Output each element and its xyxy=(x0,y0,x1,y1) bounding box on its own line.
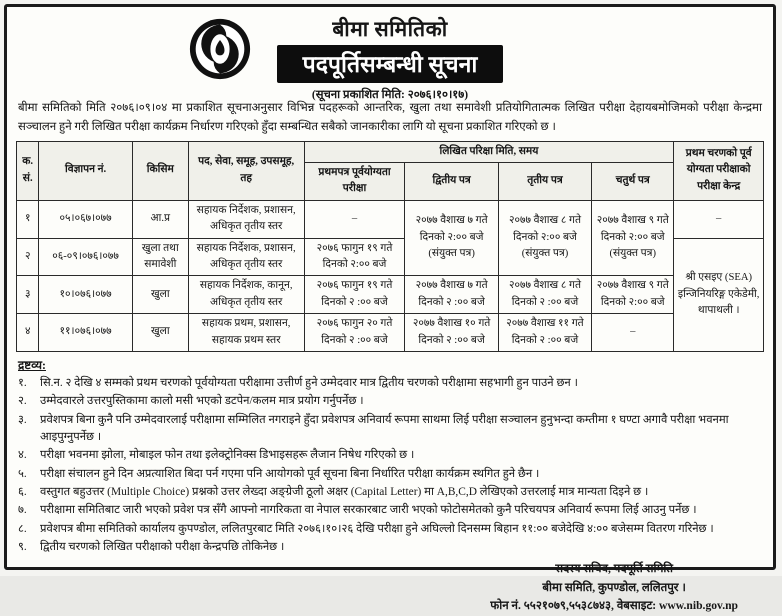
note-number: ७. xyxy=(18,504,27,517)
joint-paper-note: (संयुक्त पत्र) xyxy=(609,248,657,260)
note-number: ९. xyxy=(18,540,27,553)
col-header-second-paper: द्वितीय पत्र xyxy=(405,162,498,200)
signature-line-1: सदस्य सचिव, पदपूर्ति समिति xyxy=(555,562,674,576)
cell-advert-no: ११।०७६।०७७ xyxy=(39,314,132,352)
cell-type: खुला xyxy=(132,276,188,314)
note-number: ५. xyxy=(18,467,27,480)
joint-paper-note: (संयुक्त पत्र) xyxy=(428,248,475,260)
cell-third-paper: २०७७ वैशाख ८ गते दिनको २ :०० बजे xyxy=(498,276,591,314)
note-item xyxy=(18,521,762,538)
notice-header xyxy=(16,13,764,99)
note-number: ६. xyxy=(18,486,27,498)
note-number: ८. xyxy=(18,522,27,535)
notice-title-banner: पदपूर्तिसम्बन्धी सूचना xyxy=(277,45,504,83)
note-item xyxy=(18,447,762,464)
cell-sn: ३ xyxy=(17,276,39,314)
cell-center: – xyxy=(674,200,764,238)
cell-first-paper: – xyxy=(304,200,405,238)
note-text: सि.न. २ देखि ४ सम्मको प्रथम चरणको पूर्वयोग्यता परीक्षामा उत्तीर्ण हुने उम्मेदवार मात्र द्वितीय चरणको परीक्षामा सहभागी हुन पाउने छन । xyxy=(40,377,578,390)
note-item xyxy=(18,412,762,447)
table-row xyxy=(17,200,764,238)
exam-schedule-table xyxy=(16,141,764,352)
note-text: प्रवेशपत्र बीमा समितिको कार्यालय कुपण्डोल, ललितपुरबाट मिति २०७६।१०।२६ देखि परीक्षा हुने अघिल्लो दिनसम्म बिहान ११:०० बजेदेखि ४:०० बजेसम्म वितरण गरिनेछ । xyxy=(40,522,714,535)
table-row xyxy=(17,314,764,352)
note-text: उम्मेदवारले उत्तरपुस्तिकामा कालो मसी भएको डटपेन/कलम मात्र प्रयोग गर्नुपर्नेछ । xyxy=(40,395,364,408)
cell-fourth-paper: २०७७ वैशाख ९ गते दिनको २:०० बजे xyxy=(592,276,674,314)
intro-paragraph: बीमा समितिको मिति २०७६।०९।०४ मा प्रकाशित सूचनाअनुसार विभिन्न पदहरूको आन्तरिक, खुला तथा समावेशी प्रतियोगितात्मक लिखित परीक्षा देहायबमोजिमको परीक्षा केन्द्रमा सञ्चालन हुने गरी लिखित परीक्षा कार्यक्रम निर्धारण गरिएको हुँदा सम्बन्धित सबैको जानकारीका लागि यो सूचना प्रकाशित गरिएको छ । xyxy=(18,101,762,133)
cell-advert-no: ०५।०६७।०७७ xyxy=(39,200,132,238)
cell-second-paper xyxy=(405,200,498,276)
exam-date: २०७७ वैशाख ८ गते दिनको २:०० बजे xyxy=(508,215,581,243)
cell-sn: २ xyxy=(17,238,39,276)
cell-second-paper: २०७७ वैशाख १० गते दिनको २ :०० बजे xyxy=(405,314,498,352)
note-item xyxy=(18,393,762,410)
col-header-center: प्रथम चरणको पूर्व योग्यता परीक्षाको परीक्षा केन्द्र xyxy=(674,141,764,200)
note-number: १. xyxy=(18,377,27,390)
notes-section xyxy=(18,357,762,556)
cell-post: सहायक निर्देशक, प्रशासन, अधिकृत तृतीय स्तर xyxy=(188,200,304,238)
table-row xyxy=(17,276,764,314)
col-header-third-paper: तृतीय पत्र xyxy=(498,162,591,200)
signature-line-2: बीमा समिति, कुपण्डोल, ललितपुर । xyxy=(542,580,686,594)
note-item xyxy=(18,484,762,501)
col-header-fourth-paper: चतुर्थ पत्र xyxy=(592,162,674,200)
note-text: परीक्षामा समितिबाट जारी भएको प्रवेश पत्र सँगै आफ्नो नागरिकता वा नेपाल सरकारबाट जारी भएको फोटोसमेतको कुनै परिचयपत्र अनिवार्य रूपमा लिई आउनु पर्नेछ । xyxy=(40,504,697,517)
exam-date: २०७७ वैशाख ९ गते दिनको २:०० बजे xyxy=(596,215,669,243)
cell-third-paper: २०७७ वैशाख ११ गते दिनको २ :०० बजे xyxy=(498,314,591,352)
cell-type: खुला xyxy=(132,314,188,352)
notes-heading: द्रष्टव्य: xyxy=(18,358,46,373)
exam-date: २०७७ वैशाख ७ गते दिनको २:०० बजे xyxy=(415,215,488,243)
col-header-first-paper: प्रथमपत्र पूर्वयोग्यता परीक्षा xyxy=(304,162,405,200)
cell-third-paper xyxy=(498,200,591,276)
published-date: (सूचना प्रकाशित मिति: २०७६।१०।१७) xyxy=(311,89,469,101)
signature-block xyxy=(490,560,738,616)
col-header-exam-group: लिखित परिक्षा मिति, समय xyxy=(304,141,674,162)
col-header-type: किसिम xyxy=(132,141,188,200)
note-text: परीक्षा संचालन हुने दिन अप्रत्याशित बिदा पर्न गएमा पनि आयोगको पूर्व सूचना बिना निर्धारित परीक्षा कार्यक्रम स्थगित हुने छैन । xyxy=(40,467,540,480)
joint-paper-note: (संयुक्त पत्र) xyxy=(521,248,569,260)
cell-post: सहायक निर्देशक, प्रशासन, अधिकृत तृतीय स्तर xyxy=(188,238,304,276)
note-number: ४. xyxy=(18,449,27,462)
cell-advert-no: १०।०७६।०७७ xyxy=(39,276,132,314)
cell-fourth-paper: – xyxy=(592,314,674,352)
note-item xyxy=(18,502,762,519)
note-item xyxy=(18,375,762,392)
cell-center: श्री एसइए (SEA) इन्जिनियरिङ्ग एकेडेमी, थापाथली । xyxy=(674,238,764,351)
cell-first-paper: २०७६ फागुन २० गते दिनको २ :०० बजे xyxy=(304,314,405,352)
cell-type: आ.प्र xyxy=(132,200,188,238)
signature-line-3: फोन नं. ५५२१०७९,५५३८७४३, वेबसाइट: www.nib.gov.np xyxy=(490,599,738,613)
title-block xyxy=(16,15,764,102)
note-text: प्रवेशपत्र बिना कुनै पनि उम्मेदवारलाई परीक्षामा सम्मिलित नगराइने हुँदा प्रवेशपत्र अनिवार्य रूपमा साथमा लिई परीक्षा सञ्चालन हुनुभन्दा कम्तीमा १ घण्टा अगावै परीक्षा भवनमा आइपुग्नुपर्नेछ । xyxy=(40,413,729,444)
cell-advert-no: ०६-०९।०७६।०७७ xyxy=(39,238,132,276)
note-item xyxy=(18,539,762,556)
note-item xyxy=(18,466,762,483)
organization-title: बीमा समितिको xyxy=(332,17,448,41)
note-text: द्वितीय चरणको लिखित परीक्षाको परीक्षा केन्द्रपछि तोकिनेछ । xyxy=(40,540,285,553)
col-header-sn: क. सं. xyxy=(17,141,39,200)
note-text: परीक्षा भवनमा झोला, मोबाइल फोन तथा इलेक्ट्रोनिक्स डिभाइसहरू लैजान निषेध गरिएको छ । xyxy=(40,449,415,462)
cell-first-paper: २०७६ फागुन १९ गते दिनको २:०० बजे xyxy=(304,238,405,276)
notice-sheet xyxy=(4,4,776,613)
cell-second-paper: २०७७ वैशाख ७ गते दिनको २ :०० बजे xyxy=(405,276,498,314)
cell-first-paper: २०७६ फागुन १९ गते दिनको २ :०० बजे xyxy=(304,276,405,314)
cell-sn: ४ xyxy=(17,314,39,352)
note-number: २. xyxy=(18,395,27,408)
cell-post: सहायक निर्देशक, कानून, अधिकृत तृतीय स्तर xyxy=(188,276,304,314)
cell-sn: १ xyxy=(17,200,39,238)
table-header xyxy=(17,141,764,200)
cell-type: खुला तथा समावेशी xyxy=(132,238,188,276)
col-header-post: पद, सेवा, समूह, उपसमूह, तह xyxy=(188,141,304,200)
note-number: ३. xyxy=(18,413,27,426)
cell-fourth-paper xyxy=(592,200,674,276)
cell-post: सहायक प्रथम, प्रशासन, सहायक प्रथम स्तर xyxy=(188,314,304,352)
col-header-advert-no: विज्ञापन नं. xyxy=(39,141,132,200)
note-text: वस्तुगत बहुउत्तर (Multiple Choice) प्रश्नको उत्तर लेख्दा अङ्ग्रेजी ठूलो अक्षर (Capital Letter) मा A,B,C,D लेखिएको उत्तरलाई मात्र मान्यता दिइने छ । xyxy=(40,486,649,498)
